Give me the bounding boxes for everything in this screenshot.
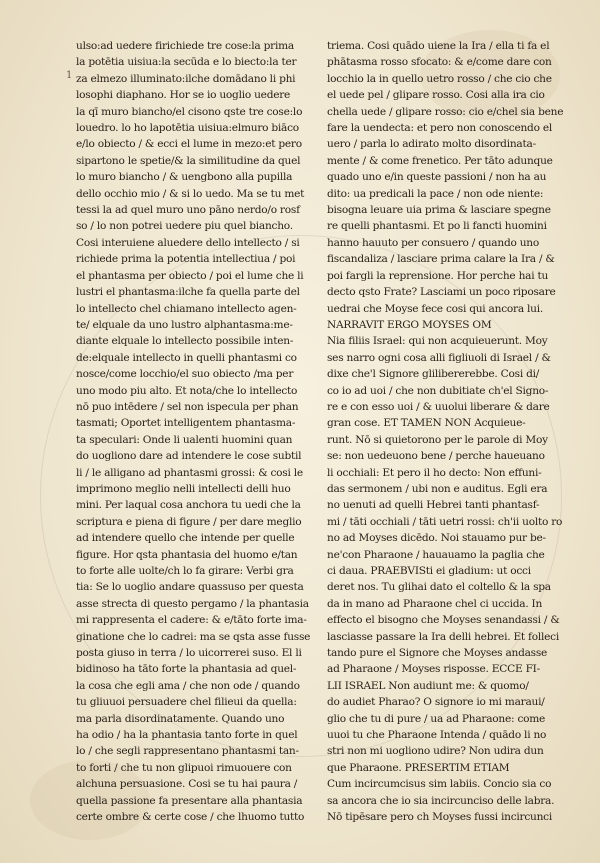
text-line: lasciasse passare la Ira delli hebrei. Et folleci <box>327 630 559 643</box>
text-line: uuoi tu che Pharaone Intenda / quādo li no <box>327 729 547 742</box>
text-line: chella uede / glipare rosso: cio e/chel sia bene <box>327 105 564 118</box>
text-line: nō puo intēdere / sel non ispecula per phan <box>76 400 299 413</box>
text-line: re quelli phantasmi. Et po li fancti huomini <box>327 220 547 233</box>
text-line: ma parla disordinatamente. Quando uno <box>76 712 285 725</box>
text-line: uedrai che Moyse fece cosi qui ancora lui. <box>327 302 543 315</box>
text-line: losophi diaphano. Hor se io uoglio uedere <box>76 89 291 102</box>
text-line: uno modo piu alto. Et nota/che lo intellecto <box>76 384 298 397</box>
text-line: nosce/come locchio/el suo obiecto /ma per <box>76 368 294 381</box>
text-line: sipartono le spetie/& la similitudine da quel <box>76 154 301 167</box>
text-line: certe ombre & certe cose / che lhuomo tutto <box>76 811 305 824</box>
text-line: da in mano ad Pharaone chel ci uccida. In <box>327 597 543 610</box>
text-line: do uogliono dare ad intendere le cose subtil <box>76 450 302 463</box>
text-line: ci daua. PRAEBVISti ei gladium: ut occi <box>327 565 531 577</box>
text-line: ne'con Pharaone / hauauamo la paglia che <box>327 548 545 561</box>
text-line: LII ISRAEL Non audiunt me: & quomo/ <box>327 679 529 692</box>
text-line: dito: ua predicali la pace / non ode niente: <box>327 187 544 200</box>
text-line: ginatione che lo cadrei: ma se qsta asse fusse <box>76 630 311 643</box>
text-line: fare la uendecta: et pero non conoscendo el <box>327 122 552 135</box>
text-line: lo / che segli rappresentano phantasmi tan- <box>76 745 299 758</box>
text-line: lustri el phantasma:ilche fa quella parte del <box>76 286 300 299</box>
text-line: za elmezo illuminato:ilche domādano li phi <box>76 72 296 85</box>
text-line: sa ancora che io sia incircuncisо delle labra. <box>327 794 555 807</box>
text-line: stri non mi uogliono udire? Non udira dun <box>327 745 544 758</box>
text-line: quella passione fa presentare alla phantasia <box>76 794 303 807</box>
text-line: poi fargli la reprensione. Hor perche hai tu <box>327 269 549 282</box>
text-line: posta giuso in terra / lo uicorrerei suso. El li <box>76 647 302 660</box>
text-line: mente / & come frenetico. Per tāto adunque <box>327 154 553 167</box>
text-line: runt. Nō si quietorono per le parole di Moy <box>327 433 548 446</box>
text-line: ad intendere quello che intende per quelle <box>76 532 295 545</box>
text-line: figure. Hor qsta phantasia del huomo e/tan <box>76 548 298 561</box>
text-line: richiede prima la potentia intellectiua / poi <box>76 253 296 266</box>
text-line: ses narro ogni cosa alli figliuoli di Israel / & <box>327 351 551 364</box>
text-line: la qī muro biancho/el cisono qste tre cose:lo <box>76 105 303 118</box>
text-line: que Pharaone. PRESERTIM ETIAM <box>327 761 510 774</box>
text-line: fiscandaliza / lasciare prima calare la Ira / & <box>327 253 555 266</box>
text-line: triema. Cosi quādo uiene la Ira / ella ti fa el <box>327 40 550 52</box>
text-line: tasmati; Oportet intelligentem phantasma- <box>76 417 296 430</box>
text-line: Nō tipēsare pero ch Moyses fussi incircunci <box>327 811 552 824</box>
text-line: hanno hauuto per consuero / quando uno <box>327 236 540 249</box>
text-line: e/lo obiecto / & ecci el lume in mezo:et pero <box>76 138 302 151</box>
text-line: scriptura e piena di figure / per dare meglio <box>76 515 302 528</box>
text-line: quado uno e/in queste passioni / non ha au <box>327 171 547 184</box>
text-line: lo muro biancho / & uengbono alla pupilla <box>76 171 293 184</box>
text-line: ta speculari: Onde li ualenti huomini quan <box>76 433 293 446</box>
text-line: la potētia uisiua:la secūda e lo biecto:la ter <box>76 56 297 69</box>
text-line: asse strecta di questo pergamo / la phantasia <box>76 597 309 610</box>
text-line: louedro. lo ho lapotētia uisiua:elmuro biāco <box>76 122 299 135</box>
text-line: ulso:ad uedere firichiede tre cose:la prima <box>76 40 294 52</box>
text-line: no ad Moyses dicēdo. Noi stauamo pur be- <box>327 532 546 545</box>
text-line: effecto el bisogno che Moyses senandassi / & <box>327 614 560 627</box>
text-line: ha odio / ha la phantasia tanto forte in quel <box>76 729 298 742</box>
text-line: gran cose. ET TAMEN NON Acquieue- <box>327 417 526 430</box>
text-line: li occhiali: Et pero il ho decto: Non effuni- <box>327 466 542 479</box>
text-line: locchio la in quello uetro rosso / che cio che <box>327 72 552 85</box>
text-line: bisogna leuare uia prima & lasciare spegne <box>327 204 551 217</box>
text-line: de:elquale intellecto in quelli phantasmi co <box>76 351 297 364</box>
text-line: mini. Per laqual cosa anchora tu uedi che la <box>76 499 301 512</box>
text-line: bidinoso ha tāto forte la phantasia ad quel- <box>76 663 297 676</box>
text-line: li / le alligano ad phantasmi grossi: & cosi le <box>76 466 303 479</box>
text-line: co io ad uoi / che non dubitiate ch'el Signo- <box>327 384 549 397</box>
text-line: mi / tāti occhiali / tāti uetri rossi: ch'ii uolto ro <box>327 515 563 528</box>
text-line: dello occhio mio / & si lo uedo. Ma se tu met <box>76 187 305 200</box>
text-line: la cosa che egli ama / che non ode / quando <box>76 679 300 692</box>
text-line: so / lo non potrei uedere piu quel biancho. <box>76 220 293 233</box>
text-line: mi rappresenta el cadere: & e/tāto forte ima- <box>76 614 307 627</box>
right-text-column <box>327 38 579 826</box>
text-line: ad Pharaone / Moyses risposse. ECCE FI- <box>327 663 540 676</box>
text-line: tu gliuuoi persuadere chel filieui da quella: <box>76 696 297 709</box>
text-line: se: non uedeuono bene / perche haueuano <box>327 450 545 463</box>
text-line: re e con esso uoi / & uuolui liberare & dare <box>327 400 550 413</box>
text-line: dixe che'l Signore glilibererebbe. Cosi di/ <box>327 368 540 381</box>
text-line: el uede pel / glipare rosso. Cosi alla ira cio <box>327 89 545 102</box>
text-line: Cosi interuiene aluedere dello intellecto / si <box>76 236 300 249</box>
text-line: uero / parla lo adirato molto disordinata- <box>327 138 536 151</box>
text-line: to forte alle uolte/ch lo fa girare: Verbi gra <box>76 565 294 577</box>
text-line: phātasma rosso sfocato: & e/come dare con <box>327 56 552 69</box>
text-line: el phantasma per obiecto / poi el lume che li <box>76 269 304 282</box>
text-line: no uenuti ad quelli Hebrei tanti phantasf- <box>327 499 540 512</box>
text-line: tia: Se lo uoglio andare quassuso per questa <box>76 581 304 594</box>
text-line: tessi la ad quel muro uno pāno nerdo/o rosf <box>76 204 300 217</box>
text-line: deret nos. Tu glihai dato el coltello & la spa <box>327 581 551 594</box>
text-line: imprimono meglio nelli intellecti delli huo <box>76 482 291 495</box>
text-line: alchuna persuasione. Cosi se tu hai paura / <box>76 778 298 791</box>
text-line: tando pure el Signore che Moyses andasse <box>327 647 548 660</box>
left-text-column <box>76 38 328 826</box>
text-line: Cum incircumcisus sim labiis. Concio sia co <box>327 778 552 791</box>
text-line: decto qsto Frate? Lasciami un poco riposare <box>327 286 556 299</box>
text-line: glio che tu di pure / ua ad Pharaone: come <box>327 712 546 725</box>
text-line: te/ elquale da uno lustro alphantasma:me- <box>76 318 293 331</box>
text-line: do audiet Pharao? O signore io mi maraui/ <box>327 696 545 709</box>
text-line: NARRAVIT ERGO MOYSES OM <box>327 318 492 331</box>
text-line: to forti / che tu non glipuoi rimuouere con <box>76 761 292 774</box>
text-line: diante elquale lo intellecto possibile inten- <box>76 335 294 348</box>
text-line: Nia filiis Israel: qui non acquieuerunt. Moy <box>327 335 548 348</box>
margin-mark: 1 <box>66 70 73 81</box>
text-line: das sermonem / ubi non e auditus. Egli era <box>327 482 548 495</box>
text-line: lo intellecto chel chiamano intellecto agen- <box>76 302 297 315</box>
